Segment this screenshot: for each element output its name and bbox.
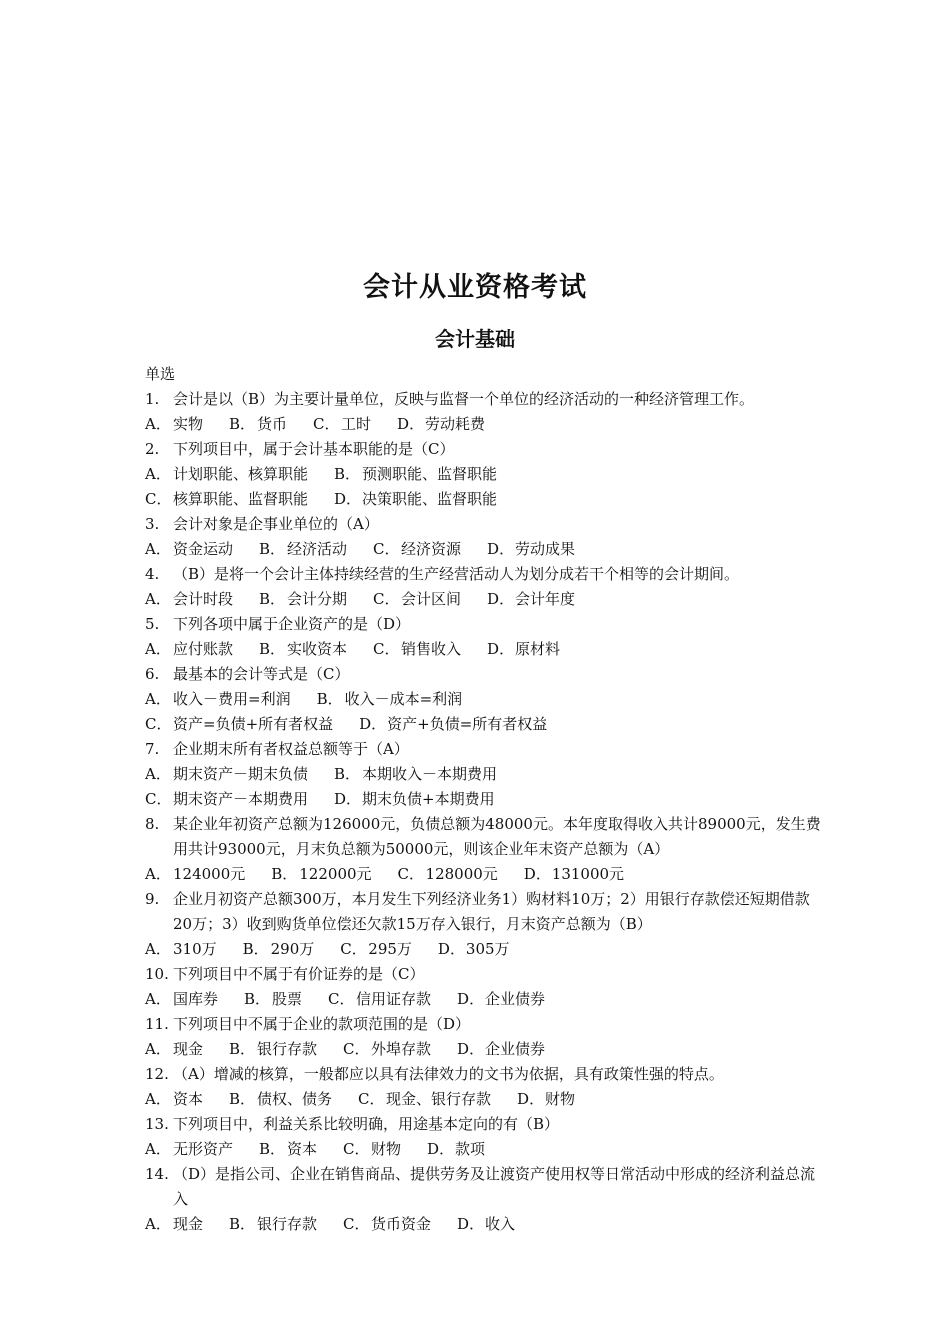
answer-option — [145, 412, 203, 437]
option-text: 债权、债务 — [257, 1090, 333, 1108]
option-text: 本期收入－本期费用 — [362, 765, 498, 783]
option-row — [145, 1037, 825, 1062]
answer-option — [271, 862, 371, 887]
option-text: 款项 — [455, 1140, 486, 1158]
option-row — [145, 537, 825, 562]
option-text: 财物 — [371, 1140, 402, 1158]
option-text: 信用证存款 — [356, 990, 432, 1008]
answer-option — [328, 987, 431, 1012]
answer-option — [229, 412, 287, 437]
option-letter: C． — [340, 940, 367, 958]
answer-option — [343, 1137, 401, 1162]
option-text: 收入 — [485, 1215, 516, 1233]
question-number: 8. — [145, 815, 160, 833]
question-item — [145, 1062, 825, 1087]
question-number: 13. — [145, 1115, 169, 1133]
option-text: 会计区间 — [401, 590, 462, 608]
question-text: 下列项目中，属于会计基本职能的是（C） — [173, 440, 455, 458]
answer-option — [373, 587, 461, 612]
option-text: 124000元 — [173, 865, 246, 883]
question-number: 6. — [145, 665, 160, 683]
option-letter: A． — [145, 990, 171, 1008]
answer-option — [145, 987, 218, 1012]
option-text: 计划职能、核算职能 — [173, 465, 309, 483]
option-text: 工时 — [341, 415, 372, 433]
answer-option — [317, 687, 463, 712]
option-letter: A． — [145, 1140, 171, 1158]
option-text: 劳动成果 — [515, 540, 576, 558]
question-item — [145, 887, 825, 937]
option-row — [145, 787, 825, 812]
option-text: 会计年度 — [515, 590, 576, 608]
question-text: （A）增减的核算，一般都应以具有法律效力的文书为依据，具有政策性强的特点。 — [173, 1065, 724, 1083]
option-row — [145, 762, 825, 787]
option-text: 企业债券 — [485, 990, 546, 1008]
option-letter: A． — [145, 640, 171, 658]
option-row — [145, 412, 825, 437]
answer-option — [259, 1137, 317, 1162]
option-text: 实物 — [173, 415, 204, 433]
question-number: 3. — [145, 515, 160, 533]
answer-option — [334, 762, 497, 787]
option-text: 决策职能、监督职能 — [362, 490, 498, 508]
option-letter: D． — [487, 640, 515, 658]
option-text: 实收资本 — [287, 640, 348, 658]
answer-option — [359, 712, 547, 737]
option-letter: D． — [427, 1140, 455, 1158]
option-text: 无形资产 — [173, 1140, 234, 1158]
answer-option — [145, 712, 333, 737]
option-row — [145, 462, 825, 487]
question-text: 下列项目中不属于企业的款项范围的是（D） — [173, 1015, 471, 1033]
option-letter: C． — [358, 1090, 385, 1108]
question-item — [145, 387, 825, 412]
option-text: 核算职能、监督职能 — [173, 490, 309, 508]
option-letter: C． — [343, 1215, 370, 1233]
option-letter: B． — [271, 865, 298, 883]
option-text: 应付账款 — [173, 640, 234, 658]
answer-option — [487, 587, 575, 612]
question-number: 14. — [145, 1165, 169, 1183]
question-number: 10. — [145, 965, 169, 983]
answer-option — [397, 412, 485, 437]
option-row — [145, 637, 825, 662]
option-letter: A． — [145, 865, 171, 883]
question-text: （D）是指公司、企业在销售商品、提供劳务及让渡资产使用权等日常活动中形成的经济利益总流入 — [173, 1165, 816, 1208]
option-text: 经济活动 — [287, 540, 348, 558]
option-letter: B． — [259, 1140, 286, 1158]
option-text: 现金 — [173, 1040, 204, 1058]
option-letter: A． — [145, 1040, 171, 1058]
question-number: 4. — [145, 565, 160, 583]
option-letter: C． — [397, 865, 425, 883]
question-number: 2. — [145, 440, 160, 458]
answer-option — [524, 862, 624, 887]
question-item — [145, 512, 825, 537]
answer-option — [145, 937, 217, 962]
question-text: 会计对象是企事业单位的（A） — [173, 515, 379, 533]
question-item — [145, 962, 825, 987]
option-row — [145, 937, 825, 962]
option-text: 现金 — [173, 1215, 204, 1233]
question-item — [145, 562, 825, 587]
option-text: 国库券 — [173, 990, 219, 1008]
option-text: 资本 — [287, 1140, 318, 1158]
option-letter: D． — [437, 940, 465, 958]
option-letter: C． — [145, 790, 172, 808]
option-letter: A． — [145, 690, 171, 708]
option-letter: B． — [242, 940, 269, 958]
option-text: 股票 — [272, 990, 303, 1008]
option-letter: A． — [145, 415, 171, 433]
question-text: 最基本的会计等式是（C） — [173, 665, 350, 683]
answer-option — [229, 1212, 317, 1237]
question-item — [145, 437, 825, 462]
question-list — [145, 362, 825, 1237]
answer-option — [229, 1087, 332, 1112]
option-text: 122000元 — [299, 865, 372, 883]
option-text: 劳动耗费 — [425, 415, 486, 433]
option-text: 295万 — [368, 940, 412, 958]
question-item — [145, 1012, 825, 1037]
option-letter: A． — [145, 765, 171, 783]
option-text: 期末资产－本期费用 — [173, 790, 309, 808]
question-item — [145, 1162, 825, 1212]
option-row — [145, 687, 825, 712]
answer-option — [487, 537, 575, 562]
option-letter: D． — [523, 865, 551, 883]
option-text: 290万 — [270, 940, 315, 958]
answer-option — [145, 1037, 203, 1062]
answer-option — [243, 937, 315, 962]
option-text: 货币 — [257, 415, 288, 433]
option-text: 资产=负债+所有者权益 — [173, 715, 334, 733]
answer-option — [145, 862, 245, 887]
answer-option — [259, 537, 347, 562]
answer-option — [334, 787, 495, 812]
option-text: 305万 — [465, 940, 510, 958]
question-text: 下列各项中属于企业资产的是（D） — [173, 615, 411, 633]
answer-option — [259, 637, 347, 662]
question-text: 下列项目中不属于有价证券的是（C） — [173, 965, 425, 983]
option-letter: D． — [517, 1090, 545, 1108]
question-number: 5. — [145, 615, 160, 633]
answer-option — [427, 1137, 485, 1162]
option-row — [145, 487, 825, 512]
option-letter: B． — [334, 465, 361, 483]
option-text: 资金运动 — [173, 540, 234, 558]
answer-option — [145, 762, 308, 787]
option-letter: C． — [145, 490, 172, 508]
answer-option — [358, 1087, 491, 1112]
option-text: 财物 — [545, 1090, 576, 1108]
option-text: 期末负债+本期费用 — [362, 790, 495, 808]
option-letter: C． — [313, 415, 340, 433]
answer-option — [145, 537, 233, 562]
option-letter: B． — [229, 1040, 256, 1058]
answer-option — [229, 1037, 317, 1062]
option-text: 销售收入 — [401, 640, 462, 658]
option-letter: A． — [145, 940, 171, 958]
option-row — [145, 1212, 825, 1237]
question-item — [145, 812, 825, 862]
option-letter: D． — [334, 490, 362, 508]
option-letter: B． — [259, 540, 286, 558]
option-text: 货币资金 — [371, 1215, 432, 1233]
question-text: 某企业年初资产总额为126000元，负债总额为48000元。本年度取得收入共计89000元，发生费用共计93000元，月末负总额为50000元，则该企业年末资产总额为（A） — [173, 815, 821, 858]
question-number: 7. — [145, 740, 160, 758]
option-row — [145, 712, 825, 737]
option-letter: C． — [373, 540, 400, 558]
option-text: 资产+负债=所有者权益 — [387, 715, 548, 733]
answer-option — [438, 937, 510, 962]
option-text: 期末资产－期末负债 — [173, 765, 309, 783]
answer-option — [145, 487, 308, 512]
answer-option — [334, 487, 497, 512]
option-text: 会计时段 — [173, 590, 234, 608]
question-number: 11. — [145, 1015, 169, 1033]
option-letter: B． — [259, 590, 286, 608]
question-item — [145, 662, 825, 687]
answer-option — [343, 1212, 431, 1237]
option-letter: B． — [244, 990, 271, 1008]
question-number: 1. — [145, 390, 160, 408]
option-text: 原材料 — [515, 640, 561, 658]
option-row — [145, 1137, 825, 1162]
answer-option — [343, 1037, 431, 1062]
option-text: 128000元 — [425, 865, 498, 883]
document-title: 会计从业资格考试 — [363, 272, 587, 303]
option-letter: D． — [457, 1215, 485, 1233]
option-text: 企业债券 — [485, 1040, 546, 1058]
answer-option — [259, 587, 347, 612]
question-number: 9. — [145, 890, 160, 908]
option-letter: C． — [373, 590, 400, 608]
option-text: 银行存款 — [257, 1040, 318, 1058]
option-text: 会计分期 — [287, 590, 348, 608]
answer-option — [457, 987, 545, 1012]
option-letter: A． — [145, 465, 171, 483]
option-letter: C． — [343, 1140, 370, 1158]
option-text: 现金、银行存款 — [386, 1090, 492, 1108]
option-letter: C． — [373, 640, 400, 658]
option-letter: B． — [334, 765, 361, 783]
option-text: 外埠存款 — [371, 1040, 432, 1058]
option-row — [145, 1087, 825, 1112]
answer-option — [145, 1137, 233, 1162]
option-text: 收入－成本=利润 — [344, 690, 463, 708]
option-letter: B． — [229, 415, 256, 433]
question-text: 企业月初资产总额300万，本月发生下列经济业务1）购材料10万；2）用银行存款偿还短期借款20万；3）收到购货单位偿还欠款15万存入银行，月末资产总额为（B） — [173, 890, 810, 933]
answer-option — [145, 787, 308, 812]
document-subtitle: 会计基础 — [435, 327, 515, 351]
answer-option — [313, 412, 371, 437]
answer-option — [457, 1212, 515, 1237]
option-letter: A． — [145, 540, 171, 558]
question-text: 企业期末所有者权益总额等于（A） — [173, 740, 409, 758]
option-text: 收入－费用=利润 — [173, 690, 291, 708]
option-letter: C． — [328, 990, 355, 1008]
option-letter: D． — [457, 990, 485, 1008]
option-text: 预测职能、监督职能 — [362, 465, 498, 483]
answer-option — [340, 937, 412, 962]
option-letter: D． — [487, 540, 515, 558]
option-letter: A． — [145, 1215, 171, 1233]
answer-option — [334, 462, 497, 487]
answer-option — [145, 1212, 203, 1237]
option-letter: D． — [359, 715, 387, 733]
answer-option — [145, 587, 233, 612]
answer-option — [487, 637, 560, 662]
answer-option — [244, 987, 302, 1012]
answer-option — [145, 687, 291, 712]
answer-option — [145, 462, 308, 487]
answer-option — [373, 637, 461, 662]
option-text: 经济资源 — [401, 540, 462, 558]
answer-option — [457, 1037, 545, 1062]
option-letter: A． — [145, 1090, 171, 1108]
option-text: 资本 — [173, 1090, 204, 1108]
option-text: 银行存款 — [257, 1215, 318, 1233]
option-text: 310万 — [173, 940, 217, 958]
answer-option — [398, 862, 498, 887]
option-letter: C． — [343, 1040, 370, 1058]
question-item — [145, 737, 825, 762]
option-letter: D． — [334, 790, 362, 808]
option-letter: D． — [457, 1040, 485, 1058]
option-letter: B． — [229, 1215, 256, 1233]
answer-option — [517, 1087, 575, 1112]
option-row — [145, 987, 825, 1012]
option-letter: C． — [145, 715, 172, 733]
option-row — [145, 862, 825, 887]
question-text: 下列项目中，利益关系比较明确，用途基本定向的有（B） — [173, 1115, 560, 1133]
answer-option — [145, 637, 233, 662]
option-letter: B． — [259, 640, 286, 658]
option-row — [145, 587, 825, 612]
question-item — [145, 1112, 825, 1137]
question-item — [145, 612, 825, 637]
section-label: 单选 — [145, 365, 176, 383]
option-letter: B． — [229, 1090, 256, 1108]
question-text: 会计是以（B）为主要计量单位，反映与监督一个单位的经济活动的一种经济管理工作。 — [173, 390, 755, 408]
question-number: 12. — [145, 1065, 169, 1083]
answer-option — [373, 537, 461, 562]
option-letter: A． — [145, 590, 171, 608]
option-letter: D． — [397, 415, 425, 433]
answer-option — [145, 1087, 203, 1112]
option-letter: B． — [316, 690, 343, 708]
option-letter: D． — [487, 590, 515, 608]
question-text: （B）是将一个会计主体持续经营的生产经营活动人为划分成若干个相等的会计期间。 — [173, 565, 740, 583]
option-text: 131000元 — [551, 865, 625, 883]
